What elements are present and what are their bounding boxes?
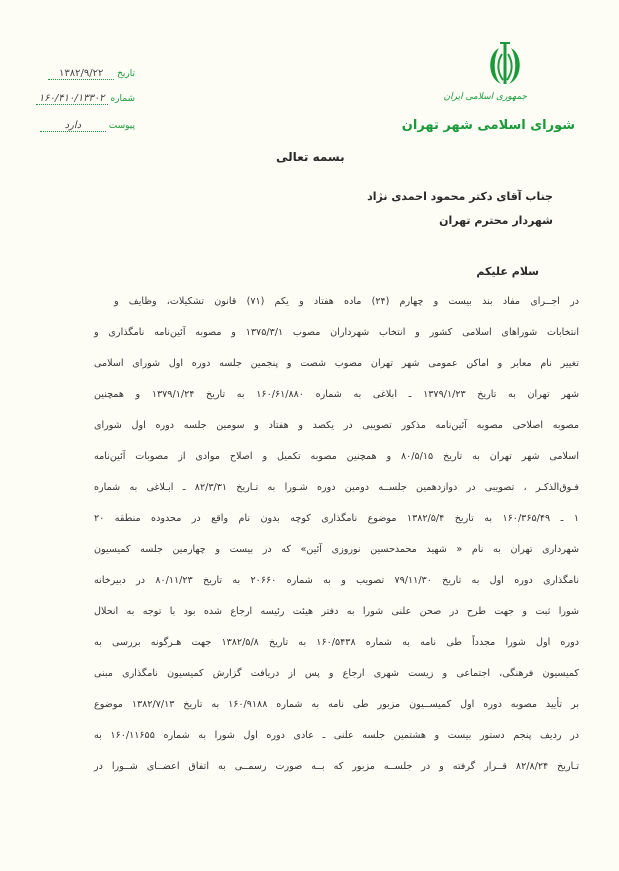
document-heading: بسمه تعالی: [276, 150, 345, 164]
body-line: تغییر نام معابر و اماکن عمومی شهر تهران مصوب شصت و پنجمین جلسه دوره اول شورای اسلامی: [94, 358, 579, 369]
body-line: بر تأیید مصوبه دوره اول کمیســیون مزبور طی نامه به شماره ۱۶۰/۹۱۸۸ به تاریخ ۱۳۸۲/۷/۱۳ موضوع: [94, 699, 579, 710]
body-line: در ردیف پنجم دستور بیست و هشتمین جلسه علنی ـ عادی دوره اول شورا به شماره ۱۶۰/۱۱۶۵۵ به: [94, 730, 579, 741]
number-field: [36, 93, 135, 105]
emblem-logo: [485, 40, 525, 88]
body-line: نامگذاری دوره اول به تاریخ ۷۹/۱۱/۳۰ تصویب و به شماره ۲۰۶۶۰ به تاریخ ۸۰/۱۱/۲۳ در دبیرخانه: [94, 575, 579, 586]
body-line: تـاریخ ۸۲/۸/۲۴ قــرار گرفته و در جلســه مزبور که بــه صورت رسمــی به اتفاق اعضــای شــورا در: [94, 761, 580, 772]
body-line: دوره اول شورا مجدداً طی نامه به شماره ۱۶۰/۵۴۳۸ به تاریخ ۱۳۸۲/۵/۸ جهت هـرگونه بررسی به: [94, 637, 579, 648]
body-line: ۱ ـ ۱۶۰/۳۶۵/۴۹ به تاریخ ۱۳۸۲/۵/۴ موضوع نامگذاری کوچه بدون نام واقع در محدوده منطقه ۲۰: [94, 513, 579, 524]
number-value: ۱۶۰/۴۱۰/۱۳۳۰۲: [36, 93, 108, 105]
body-line: مصوبه اصلاحی مصوبه آئین‌نامه مذکور تصویبی در یکصد و هفتاد و سومین جلسه دوره اول شورای: [94, 420, 579, 431]
emblem-subtitle: جمهوری اسلامی ایران: [443, 92, 527, 102]
body-line: فـوق‌الذکـر ، تصویبی در دوازدهمین جلســه دومین دوره شـورا به تـاریخ ۸۲/۳/۳۱ ـ ابـلاغی به شماره: [94, 482, 580, 493]
attachment-field: [40, 120, 135, 132]
organization-name: شورای اسلامی شهر تهران: [401, 118, 575, 133]
date-label: تاریخ: [117, 69, 135, 79]
body-line: شهرداری تهران به نام « شهید محمدحسین نوروزی آئین» که در بیست و چهارمین جلسه کمیسیون: [94, 544, 579, 555]
addressee-name: جناب آقای دکتر محمود احمدی نژاد: [367, 190, 553, 203]
attachment-label: پیوست: [108, 121, 135, 131]
date-field: [48, 68, 135, 80]
number-label: شماره: [110, 94, 135, 104]
body-line: شورا ثبت و جهت طرح در صحن علنی شورا به دفتر هیئت رئیسه ارجاع شده بود با توجه به انحلال: [94, 606, 579, 617]
attachment-value: دارد: [40, 120, 106, 132]
body-line: انتخابات شوراهای اسلامی کشور و انتخاب شهرداران مصوب ۱۳۷۵/۳/۱ و مصوبه آئین‌نامه نامگذاری و: [94, 327, 579, 338]
body-line: شهر تهران به تاریخ ۱۳۷۹/۱/۲۳ ـ ابلاغی به شماره ۱۶۰/۶۱/۸۸۰ به تاریخ ۱۳۷۹/۱/۲۴ و همچنین: [94, 389, 580, 400]
greeting: سلام علیکم: [476, 265, 539, 278]
body-line: کمیسیون فرهنگی، اجتماعی و زیست شهری ارجاع و پس از دریافت گزارش کمیسیون نامگذاری مبنی: [94, 668, 579, 679]
body-line: در اجــرای مفاد بند بیست و چهارم (۲۴) ماده هفتاد و یکم (۷۱) قانون تشکیلات، وظایف و: [114, 296, 579, 307]
addressee-title: شهردار محترم تهران: [439, 214, 553, 227]
date-value: ۱۳۸۲/۹/۲۲: [48, 68, 114, 80]
body-line: اسلامی شهر تهران به تاریخ ۸۰/۵/۱۵ و همچنین مصوبه تکمیل و اصلاح موادی از مصوبات آئین‌نامه: [94, 451, 579, 462]
